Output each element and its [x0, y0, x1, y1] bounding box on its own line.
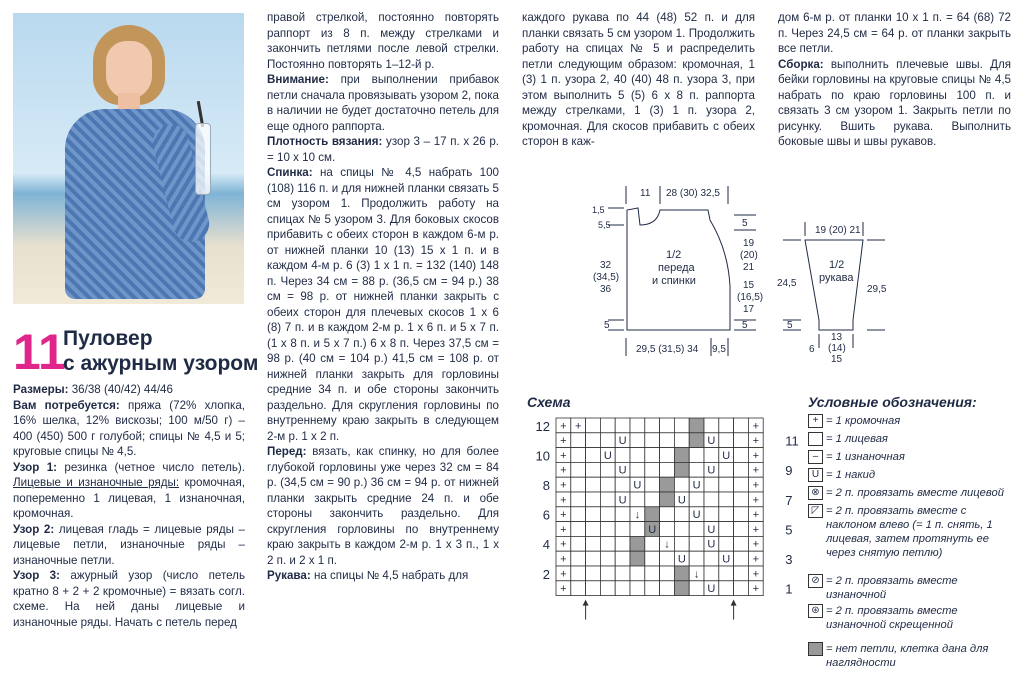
chart-cell	[615, 551, 630, 566]
chart-cell	[674, 507, 689, 522]
chart-cell	[719, 581, 734, 596]
chart-cell	[734, 551, 749, 566]
body-l2: 5,5	[598, 220, 611, 230]
body-top-a: 11	[640, 188, 651, 199]
sleeve-diagram	[775, 220, 895, 365]
chart-cell	[704, 477, 719, 492]
chart-cell	[719, 522, 734, 537]
chart-cell	[689, 536, 704, 551]
chart-cell	[674, 462, 689, 477]
sleeve-r1: 29,5	[867, 284, 887, 295]
chart-cell	[586, 566, 601, 581]
chart-cell	[630, 522, 645, 537]
chart-cell	[571, 433, 586, 448]
chart-cell	[719, 433, 734, 448]
chart-symbol: U	[722, 553, 731, 566]
chart-cell	[734, 433, 749, 448]
legend-text: = 2 п. провязать вместе лицевой	[826, 487, 1004, 499]
chart-symbol: +	[560, 435, 567, 448]
chart-cell	[660, 462, 675, 477]
chart-cell	[734, 566, 749, 581]
chart-symbol: +	[752, 583, 760, 596]
body-l3: 32	[600, 260, 612, 271]
chart-cell	[674, 433, 689, 448]
chart-cell	[660, 477, 675, 492]
row-label-left: 8	[542, 478, 550, 493]
body-r5: 15	[743, 280, 755, 291]
chart-symbol: +	[752, 553, 760, 566]
chart-cell	[586, 522, 601, 537]
body-r6: (16,5)	[737, 292, 764, 303]
text-column-4: дом 6-м р. от планки 10 х 1 п. = 64 (68) 72 п. Через 24,5 см = 64 р. от планки закрыть все петли. Сборка: выполнить плечевые швы. Для бейки горловины на круговые спицы № 4,5 набрать по краю горловины 100 п. и связать 3 см узором 1. Закрыть петли по рисунку. Вшить рукава. Выполнить боковые швы и швы рукавов.	[778, 11, 1011, 148]
body-r3: (20)	[740, 250, 758, 261]
body-top-b: 28 (30) 32,5	[666, 188, 720, 199]
chart-cell	[645, 462, 660, 477]
chart-cell	[600, 581, 615, 596]
chart-cell	[704, 418, 719, 433]
chart-symbol: U	[707, 464, 716, 477]
legend-text: = 1 кромочная	[826, 415, 901, 427]
chart-cell	[586, 433, 601, 448]
chart-symbol: +	[752, 509, 760, 522]
chart-cell	[660, 492, 675, 507]
chart-symbol: U	[618, 435, 627, 448]
body-label-2: переда	[658, 262, 695, 274]
chart-cell	[660, 433, 675, 448]
chart-cell	[586, 418, 601, 433]
legend-text: = 2 п. провязать вместе изнаночной скрещенной	[826, 605, 958, 631]
legend-text: = 1 изнаночная	[826, 451, 905, 463]
chart-symbol: U	[707, 435, 716, 448]
chart-cell	[660, 448, 675, 463]
chart-symbol: +	[752, 479, 760, 492]
body-l6: 5	[604, 320, 610, 331]
body-r2: 19	[743, 238, 755, 249]
sleeve-bot-4: 15	[831, 354, 843, 365]
chart-cell	[586, 536, 601, 551]
chart-symbol: +	[752, 568, 760, 581]
sleeve-bot-3: (14)	[828, 343, 846, 354]
body-label-3: и спинки	[652, 275, 696, 287]
chart-cell	[615, 536, 630, 551]
chart-cell	[571, 477, 586, 492]
body-r8: 5	[742, 320, 748, 331]
legend-symbol: ⊛	[808, 604, 823, 618]
chart-symbol: +	[560, 538, 567, 551]
chart-cell	[734, 536, 749, 551]
chart-cell	[674, 477, 689, 492]
body-bot-b: 9,5	[712, 344, 726, 355]
chart-cell	[734, 462, 749, 477]
chart-symbol: +	[752, 420, 760, 433]
body-l5: 36	[600, 284, 612, 295]
chart-cell	[734, 492, 749, 507]
chart-cell	[674, 418, 689, 433]
chart-cell	[689, 581, 704, 596]
chart-cell	[571, 581, 586, 596]
chart-cell	[704, 492, 719, 507]
chart-cell	[660, 507, 675, 522]
text-column-1: Размеры: 36/38 (40/42) 44/46 Вам потребуется: пряжа (72% хлопка, 16% шелка, 12% вискозы; 100 м/50 г) – 400 (450) 500 г голубой; спицы № 4,5 и 5; круговые спицы № 4,5. Узор 1: резинка (четное число петель). Лицевые и изнаночные ряды: кромочная, попеременно 1 лицевая, 1 изнаночная, кромочная. Узор 2: лицевая гладь = лицевые ряды – лицевые петли, изнаночные ряды – изнаночные петли. Узор 3: ажурный узор (число петель кратно 8 + 2 + 2 кромочные) = вязать согл. схеме. На ней даны лицевые и изнаночные ряды. Начать с петель перед	[13, 383, 245, 629]
chart-symbol: +	[560, 464, 567, 477]
chart-cell	[571, 566, 586, 581]
repeat-arrow-head	[731, 600, 737, 606]
legend-symbol	[808, 432, 823, 446]
chart-cell	[645, 566, 660, 581]
chart-symbol: +	[752, 435, 760, 448]
chart-symbol: U	[692, 509, 701, 522]
legend-symbol: –	[808, 450, 823, 464]
chart-cell	[674, 581, 689, 596]
chart-cell	[689, 522, 704, 537]
body-bot-a: 29,5 (31,5) 34	[636, 344, 699, 355]
chart-cell	[571, 522, 586, 537]
chart-symbol: U	[648, 523, 657, 536]
sleeve-top: 19 (20) 21	[815, 225, 861, 236]
chart-symbol: +	[560, 568, 567, 581]
sleeve-l2: 5	[787, 320, 793, 331]
title-line-2: с ажурным узором	[63, 352, 259, 375]
chart-symbol: U	[707, 523, 716, 536]
chart-cell	[615, 566, 630, 581]
chart-cell	[719, 492, 734, 507]
chart-cell	[719, 566, 734, 581]
row-label-left: 4	[542, 537, 550, 553]
sleeve-label-2: рукава	[819, 272, 854, 284]
knitting-chart	[522, 410, 799, 635]
chart-cell	[719, 507, 734, 522]
legend-text: = 2 п. провязать вместе с наклоном влево (= 1 п. снять, 1 лицевая, затем протянуть ее через снятую петлю)	[826, 505, 993, 559]
sleeve-l1: 24,5	[777, 278, 797, 289]
row-label-right: 11	[785, 433, 799, 449]
chart-cell	[571, 492, 586, 507]
body-r1: 5	[742, 218, 748, 229]
legend-text: = 1 лицевая	[826, 433, 888, 445]
body-r4: 21	[743, 262, 755, 273]
chart-cell	[645, 551, 660, 566]
chart-symbol: +	[560, 509, 567, 522]
sleeve-bot-1: 6	[809, 344, 815, 355]
chart-symbol: U	[677, 553, 686, 566]
chart-cell	[719, 477, 734, 492]
chart-cell	[571, 448, 586, 463]
chart-cell	[615, 448, 630, 463]
chart-cell	[719, 418, 734, 433]
chart-symbol: +	[574, 420, 582, 433]
chart-cell	[689, 418, 704, 433]
chart-symbol: U	[618, 494, 627, 507]
chart-symbol: U	[618, 464, 627, 477]
row-label-right: 1	[785, 581, 793, 597]
chart-cell	[660, 566, 675, 581]
chart-symbol: +	[752, 494, 760, 507]
legend-symbol	[808, 642, 823, 656]
chart-symbol: +	[560, 449, 567, 462]
chart-cell	[586, 551, 601, 566]
chart-symbol: U	[603, 449, 612, 462]
sleeve-label-1: 1/2	[829, 259, 845, 271]
chart-cell	[600, 433, 615, 448]
title-line-1: Пуловер	[63, 327, 153, 350]
body-l4: (34,5)	[593, 272, 620, 283]
text-column-3: каждого рукава по 44 (48) 52 п. и для планки связать 5 см узором 1. Продолжить работу на спицах № 5 и распределить петли следующим образом: кромочная, 1 (3) 1 п. узора 2, 40 (40) 48 п. узора 3, при этом выполнить 5 (5) 6 х 8 п. раппорта между стрелками, 1 (3) 1 п. узора 2, кромочная. Для скосов прибавить с обеих сторон в каж-	[522, 11, 755, 148]
legend-text: = 2 п. провязать вместе изнаночной	[826, 575, 958, 601]
chart-cell	[630, 492, 645, 507]
chart-cell	[689, 462, 704, 477]
chart-cell	[630, 448, 645, 463]
chart-cell	[586, 507, 601, 522]
chart-cell	[600, 477, 615, 492]
chart-cell	[600, 492, 615, 507]
chart-cell	[600, 507, 615, 522]
chart-cell	[719, 462, 734, 477]
chart-cell	[615, 477, 630, 492]
chart-cell	[645, 536, 660, 551]
chart-symbol: U	[707, 583, 716, 596]
chart-cell	[734, 477, 749, 492]
chart-cell	[674, 536, 689, 551]
chart-cell	[674, 448, 689, 463]
chart-cell	[615, 522, 630, 537]
chart-cell	[630, 551, 645, 566]
chart-symbol: +	[752, 449, 760, 462]
row-label-left: 6	[542, 507, 550, 523]
chart-cell	[660, 522, 675, 537]
chart-cell	[571, 551, 586, 566]
chart-cell	[734, 581, 749, 596]
legend-symbol: ◸	[808, 504, 823, 518]
chart-cell	[630, 581, 645, 596]
chart-cell	[704, 507, 719, 522]
chart-symbol: ↓	[693, 568, 700, 581]
chart-symbol: +	[560, 583, 567, 596]
body-label-1: 1/2	[666, 249, 682, 261]
chart-symbol: +	[560, 523, 567, 536]
chart-cell	[704, 551, 719, 566]
chart-cell	[600, 418, 615, 433]
chart-symbol: +	[560, 479, 567, 492]
chart-cell	[645, 418, 660, 433]
body-r7: 17	[743, 304, 755, 315]
schema-title: Схема	[527, 394, 571, 410]
chart-cell	[645, 581, 660, 596]
row-label-right: 9	[785, 463, 793, 479]
chart-cell	[600, 462, 615, 477]
chart-cell	[600, 522, 615, 537]
chart-symbol: +	[560, 494, 567, 507]
chart-cell	[689, 492, 704, 507]
chart-symbol: +	[752, 538, 760, 551]
chart-cell	[689, 433, 704, 448]
chart-cell	[586, 477, 601, 492]
pattern-number: 11	[13, 324, 66, 380]
model-photo	[13, 13, 244, 304]
chart-symbol: ↓	[664, 538, 670, 551]
chart-cell	[645, 433, 660, 448]
row-label-left: 12	[535, 418, 550, 434]
chart-symbol: U	[722, 449, 731, 462]
chart-cell	[586, 492, 601, 507]
chart-symbol: U	[677, 494, 686, 507]
repeat-arrow-head	[583, 600, 589, 606]
chart-cell	[660, 418, 675, 433]
chart-cell	[645, 492, 660, 507]
chart-cell	[674, 566, 689, 581]
chart-cell	[600, 551, 615, 566]
pattern-title	[63, 326, 258, 376]
chart-cell	[674, 522, 689, 537]
chart-cell	[571, 507, 586, 522]
row-label-right: 7	[785, 492, 793, 508]
row-label-right: 5	[785, 522, 793, 538]
legend-symbol: +	[808, 414, 823, 428]
chart-cell	[689, 551, 704, 566]
chart-cell	[660, 551, 675, 566]
legend-symbol: ⊗	[808, 486, 823, 500]
chart-cell	[586, 448, 601, 463]
row-label-right: 3	[785, 552, 793, 567]
chart-cell	[719, 536, 734, 551]
chart-cell	[645, 507, 660, 522]
chart-symbol: ↓	[634, 509, 641, 522]
legend-text: = 1 накид	[826, 469, 876, 481]
chart-cell	[734, 418, 749, 433]
chart-symbol: U	[633, 479, 642, 492]
chart-cell	[600, 566, 615, 581]
chart-cell	[734, 448, 749, 463]
chart-cell	[571, 462, 586, 477]
chart-cell	[734, 507, 749, 522]
chart-cell	[704, 448, 719, 463]
chart-cell	[734, 522, 749, 537]
chart-symbol: +	[752, 523, 760, 536]
chart-cell	[645, 448, 660, 463]
body-diagram	[580, 180, 780, 365]
legend-title: Условные обозначения:	[808, 394, 977, 410]
chart-cell	[630, 566, 645, 581]
legend-symbol: U	[808, 468, 823, 482]
chart-cell	[689, 448, 704, 463]
chart-cell	[571, 536, 586, 551]
chart-symbol: +	[752, 464, 760, 477]
chart-cell	[615, 507, 630, 522]
row-label-left: 2	[542, 566, 550, 582]
chart-cell	[660, 581, 675, 596]
chart-symbol: +	[560, 553, 567, 566]
chart-cell	[630, 433, 645, 448]
chart-symbol: U	[707, 538, 716, 551]
chart-cell	[615, 418, 630, 433]
body-l1: 1,5	[592, 205, 605, 215]
legend-symbol: ⊘	[808, 574, 823, 588]
legend-text: = нет петли, клетка дана для наглядности	[826, 643, 989, 669]
row-label-left: 10	[535, 448, 550, 464]
chart-cell	[600, 536, 615, 551]
chart-cell	[645, 477, 660, 492]
chart-cell	[630, 418, 645, 433]
chart-cell	[630, 462, 645, 477]
chart-cell	[586, 581, 601, 596]
text-column-2: правой стрелкой, постоянно повторять раппорт из 8 п. между стрелками и закончить петлями после левой стрелки. Постоянно повторять 1–12-й р. Внимание: при выполнении прибавок петли сначала провязывать узором 2, пока в наличии не будет достаточно петель для еще одного раппорта. Плотность вязания: узор 3 – 17 п. х 26 р. = 10 х 10 см. Спинка: на спицы № 4,5 набрать 100 (108) 116 п. и для нижней планки связать 5 см узором 1. Продолжить работу на спицах № 5 узором 3. Для боковых скосов прибавить с обеих сторон в каждом 6-м р. от нижней планки 10 (13) 15 х 1 п. и в каждом 4-м р. 6 (3) 1 х 1 п. = 132 (140) 148 п. Через 34 см = 88 р. (36,5 см = 94 р.) 38 см = 98 р. от нижней планки закрыть с обеих сторон для плечевых скосов 1 х 6 (8) 7 п. и в каждом 2-м р. 1 х 6 п. и 5 х 7 п. (1 х 8 п. и 5 х 7 п.) 6 х 8 п. Через 37,5 см = 98 р. (40 см = 104 р.) 41,5 см = 108 р. от нижней планки закрыть для горловины средние 34 п. и обе стороны закончить раздельно. Для скругления горловины по внутреннему краю закрыть в следующем 2-м р. 1 х 2 п. Перед: вязать, как спинку, но для более глубокой горловины уже через 32 см = 84 р. (34,5 см = 90 р.) 36 см = 94 р. от нижней планки закрыть средние 24 п. и обе стороны закончить раздельно. Для скругления горловины по внутреннему краю закрыть в каждом 2-м р. 1 х 3 п., 1 х 2 п. и 2 х 1 п. Рукава: на спицы № 4,5 набрать для	[267, 11, 500, 582]
sleeve-bot-2: 13	[831, 332, 843, 343]
chart-cell	[704, 566, 719, 581]
chart-cell	[630, 536, 645, 551]
chart-symbol: U	[692, 479, 701, 492]
chart-cell	[615, 581, 630, 596]
chart-cell	[586, 462, 601, 477]
chart-symbol: +	[560, 420, 567, 433]
